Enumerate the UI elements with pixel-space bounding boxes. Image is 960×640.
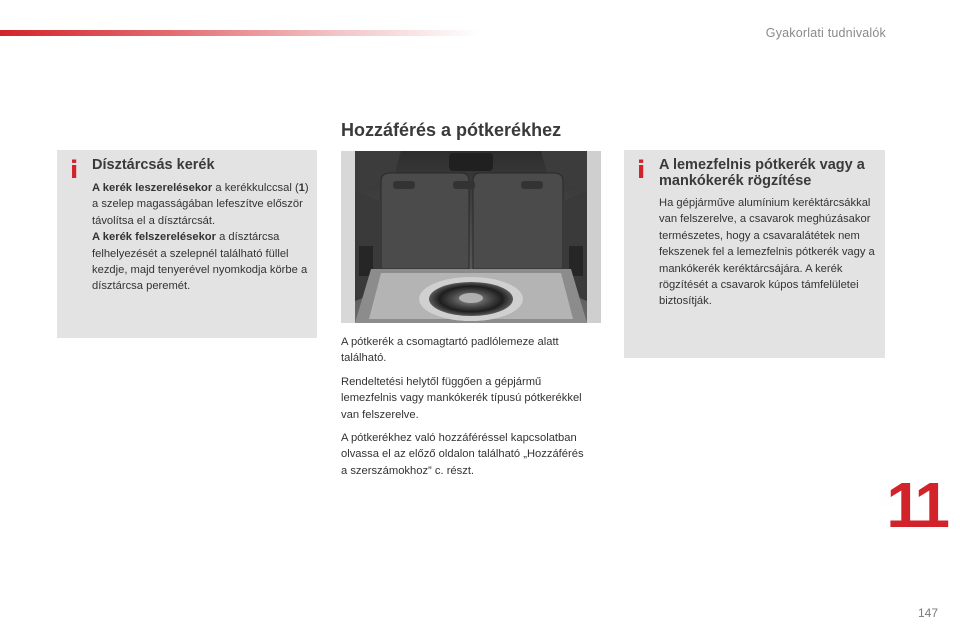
page-number: 147 [917, 606, 938, 620]
box-text [92, 180, 311, 295]
text-run: a dísztárcsa felhelyezését a szelepnél található füllel kezdje, majd tenyerével nyomkodja körbe a dísztárcsa peremét. [92, 231, 308, 293]
box-title: A lemezfelnis pótkerék vagy a mankókerék rögzítése [659, 157, 865, 189]
info-box-spare-wheel-fixing [624, 150, 885, 358]
text-run: a kerékkulccsal ( [212, 182, 299, 194]
reference-number: 1 [298, 182, 305, 194]
trunk-illustration [341, 151, 601, 323]
paragraph: Rendeltetési helytől függően a gépjármű lemezfelnis vagy mankókerék típusú pótkerékkel van felszerelve. [341, 375, 582, 421]
chapter-number: 11 [886, 469, 946, 541]
top-color-bar [0, 30, 480, 36]
text-run: ) a szelep magasságában lefeszítve először távolítsa el a dísztárcsát. [92, 182, 309, 227]
main-text [341, 334, 591, 486]
info-icon: i [70, 156, 79, 184]
trunk-spare-wheel-photo [341, 151, 601, 323]
page-heading: Hozzáférés a pótkerékhez [341, 120, 562, 140]
paragraph: A pótkerékhez való hozzáféréssel kapcsolatban olvassa el az előző oldalon található „Hozzáférés a szerszámokhoz” c. részt. [341, 432, 584, 477]
bold-lead: A kerék leszerelésekor [92, 182, 213, 194]
bold-lead: A kerék felszerelésekor [92, 231, 216, 244]
info-icon: i [637, 156, 646, 184]
box-text: Ha gépjárműve alumínium keréktárcsákkal van felszerelve, a csavarok meghúzásakor természetes, hogy a csavaralátétek nem fekszenek fel a lemezfelnis pótkerék vagy a mankókerék keréktárcsájára. A kerék rögzítését a csavarok kúpos támfelületei biztosítják. [659, 197, 875, 308]
box-title: Dísztárcsás kerék [92, 157, 215, 173]
paragraph: A pótkerék a csomagtartó padlólemeze alatt található. [341, 336, 559, 365]
section-title: Gyakorlati tudnivalók [765, 26, 886, 40]
info-box-hubcap [57, 150, 317, 338]
